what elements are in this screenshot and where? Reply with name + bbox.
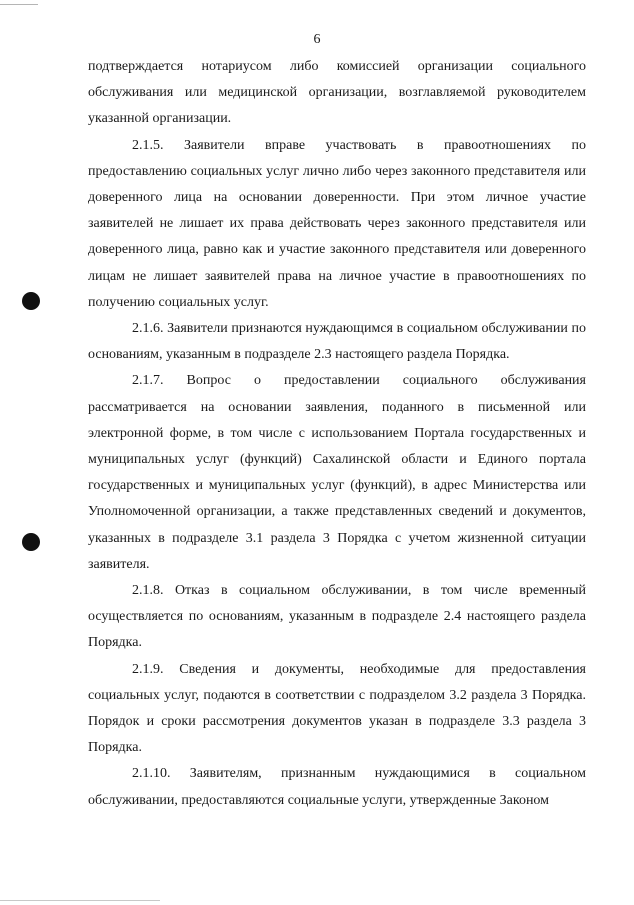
paragraph-intro-continuation: подтверждается нотариусом либо комиссией организации социального обслуживания или медицинской организации, возглавляемой руководителем указанной организации. <box>88 59 586 127</box>
paragraph-2-1-5: 2.1.5. Заявители вправе участвовать в правоотношениях по предоставлению социальных услуг лично либо через законного представителя или доверенного лица на основании доверенности. При этом личное участие заявителей не лишает их права действовать через законного представителя или доверенного лица, равно как и участие законного представителя или доверенного лицам не лишает заявителей права на личное участие в правоотношениях по получению социальных услуг. <box>88 137 586 310</box>
page-number: 6 <box>313 32 321 47</box>
paragraph-2-1-8: 2.1.8. Отказ в социальном обслуживании, в том числе временный осуществляется по основаниям, указанным в подразделе 2.4 настоящего раздела Порядка. <box>88 583 586 651</box>
paragraph-2-1-9: 2.1.9. Сведения и документы, необходимые для предоставления социальных услуг, подаются в соответствии с подразделом 3.2 раздела 3 Порядка. Порядок и сроки рассмотрения документов указан в подразделе 3.3 раздела 3 Порядка. <box>88 661 586 756</box>
paragraph-2-1-10: 2.1.10. Заявителям, признанным нуждающимися в социальном обслуживании, предоставляются социальные услуги, утвержденные Законом <box>88 766 586 808</box>
scan-edge-line-bottom <box>0 900 160 901</box>
punch-hole-mark <box>22 533 40 551</box>
paragraph-2-1-6: 2.1.6. Заявители признаются нуждающимся в социальном обслуживании по основаниям, указанным в подразделе 2.3 настоящего раздела Порядка. <box>88 321 586 363</box>
paragraph-2-1-7: 2.1.7. Вопрос о предоставлении социального обслуживания рассматривается на основании заявления, поданного в письменной или электронной форме, в том числе с использованием Портала государственных и муниципальных услуг (функций) Сахалинской области и Единого портала государственных и муниципальных услуг (функций), в адрес Министерства или Уполномоченной организации, а также представленных сведений и документов, указанных в подразделе 3.1 раздела 3 Порядка с учетом жизненной ситуации заявителя. <box>88 373 586 572</box>
punch-hole-mark <box>22 292 40 310</box>
scan-edge-line-top <box>0 4 38 5</box>
document-body <box>88 54 586 814</box>
